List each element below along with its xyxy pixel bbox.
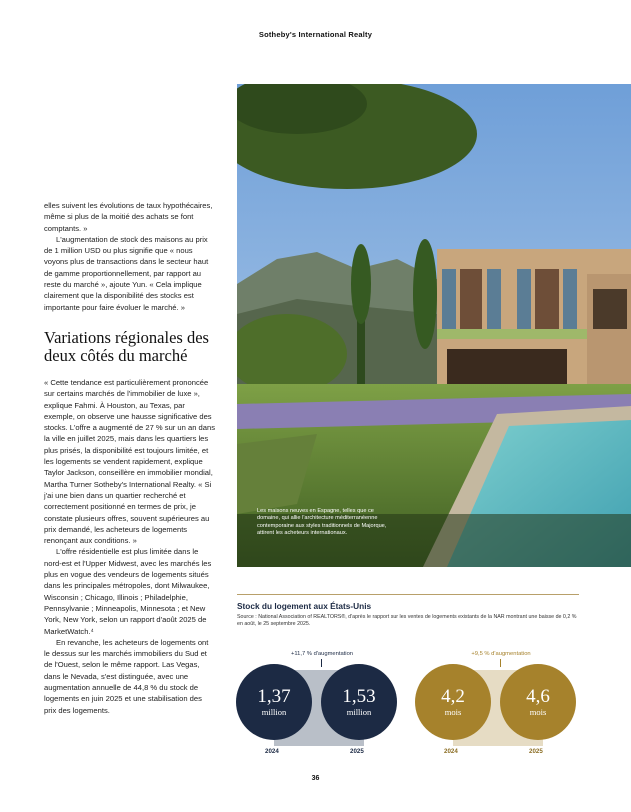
stock-circle-2024-volume xyxy=(236,664,312,740)
article-paragraph: elles suivent les évolutions de taux hypothécaires, même si plus de la moitié des achats se font comptants. » xyxy=(44,201,213,233)
stock-circle-2025-months xyxy=(500,664,576,740)
photo-caption: Les maisons neuves en Espagne, telles que ce domaine, qui allie l'architecture méditerranéenne contemporaine aux styles traditionnels de Majorque, attirent les acheteurs internationaux. xyxy=(257,508,387,537)
stock-circle-2025-volume xyxy=(321,664,397,740)
article-paragraph: En revanche, les acheteurs de logements ont le dessus sur les marchés immobiliers du Sud et de l'Ouest, selon le même rapport. Las Vegas, dans le Nevada, s'est distinguée, avec une augmentation annuelle de 44,8 % du stock de logements en juin 2025 et une stabilisation des prix des logements. xyxy=(44,637,209,715)
change-label-months: +9,5 % d'augmentation xyxy=(471,651,531,657)
change-tick xyxy=(500,659,501,667)
section-heading: Variations régionales des deux côtés du marché xyxy=(44,327,209,365)
article-paragraph: L'augmentation de stock des maisons au prix de 1 million USD ou plus signifie que « nous voyons plus de transactions dans le secteur haut de gamme proportionnellement, par rapport au reste du marché », ajoute Yun. « Cela implique clairement que la disponibilité des stocks est importante pour faire évoluer le marché. » xyxy=(44,234,209,312)
year-label: 2025 xyxy=(350,748,364,755)
article-paragraph: L'offre résidentielle est plus limitée dans le nord-est et l'Upper Midwest, avec les marchés les plus en vogue des vendeurs de logements situés dans les principales métropoles, dont Milwaukee, Wisconsin ; Chicago, Illinois ; Philadelphie, Pennsylvanie ; Minneapolis, Minnesota ; et New York, New York, selon un rapport d'août 2025 de MarketWatch.⁴ xyxy=(44,547,212,636)
stock-value: 4,6 xyxy=(526,686,550,707)
change-label-volume: +11,7 % d'augmentation xyxy=(290,651,354,657)
stock-source: Source : National Association of REALTORS®, d'après le rapport sur les ventes de logements existants de la NAR montrant une baisse de 0,2 % en août, le 25 septembre 2025. xyxy=(237,614,577,627)
brand-header: Sotheby's International Realty xyxy=(258,30,373,39)
stock-title: Stock du logement aux États-Unis xyxy=(237,601,372,611)
year-label: 2024 xyxy=(444,748,458,755)
article-paragraph: « Cette tendance est particulièrement prononcée sur certains marchés de l'immobilier de luxe », explique Fahmi. À Houston, au Texas, par exemple, on observe une hausse significative des stocks. L'offre a augmenté de 27 % sur un an dans la ville en juillet 2025, mais dans les quartiers les plus prisés, la disponibilité est toujours limitée, et les logements se vendent rapidement, explique Taylor Jackson, conseillère en immobilier mondial, Martha Turner Sotheby's International Realty. « Si j'ai une bien dans un quartier recherché et correctement positionné en termes de prix, je constate plusieurs offres, souvent supérieures au prix demandé, les acheteurs de logements renonçant aux conditions. » xyxy=(44,377,216,546)
stock-unit: million xyxy=(261,707,287,717)
stock-unit: mois xyxy=(444,707,462,717)
stock-circle-2024-months xyxy=(415,664,491,740)
year-label: 2025 xyxy=(529,748,543,755)
year-label: 2024 xyxy=(265,748,279,755)
change-tick xyxy=(321,659,322,667)
villa-photo xyxy=(237,84,631,567)
stock-value: 4,2 xyxy=(441,686,465,707)
stock-value: 1,53 xyxy=(342,686,376,707)
page-number: 36 xyxy=(311,775,320,782)
stock-value: 1,37 xyxy=(257,686,291,707)
article-column xyxy=(44,200,216,716)
stock-unit: million xyxy=(346,707,372,717)
section-rule xyxy=(237,594,579,595)
stock-unit: mois xyxy=(529,707,547,717)
